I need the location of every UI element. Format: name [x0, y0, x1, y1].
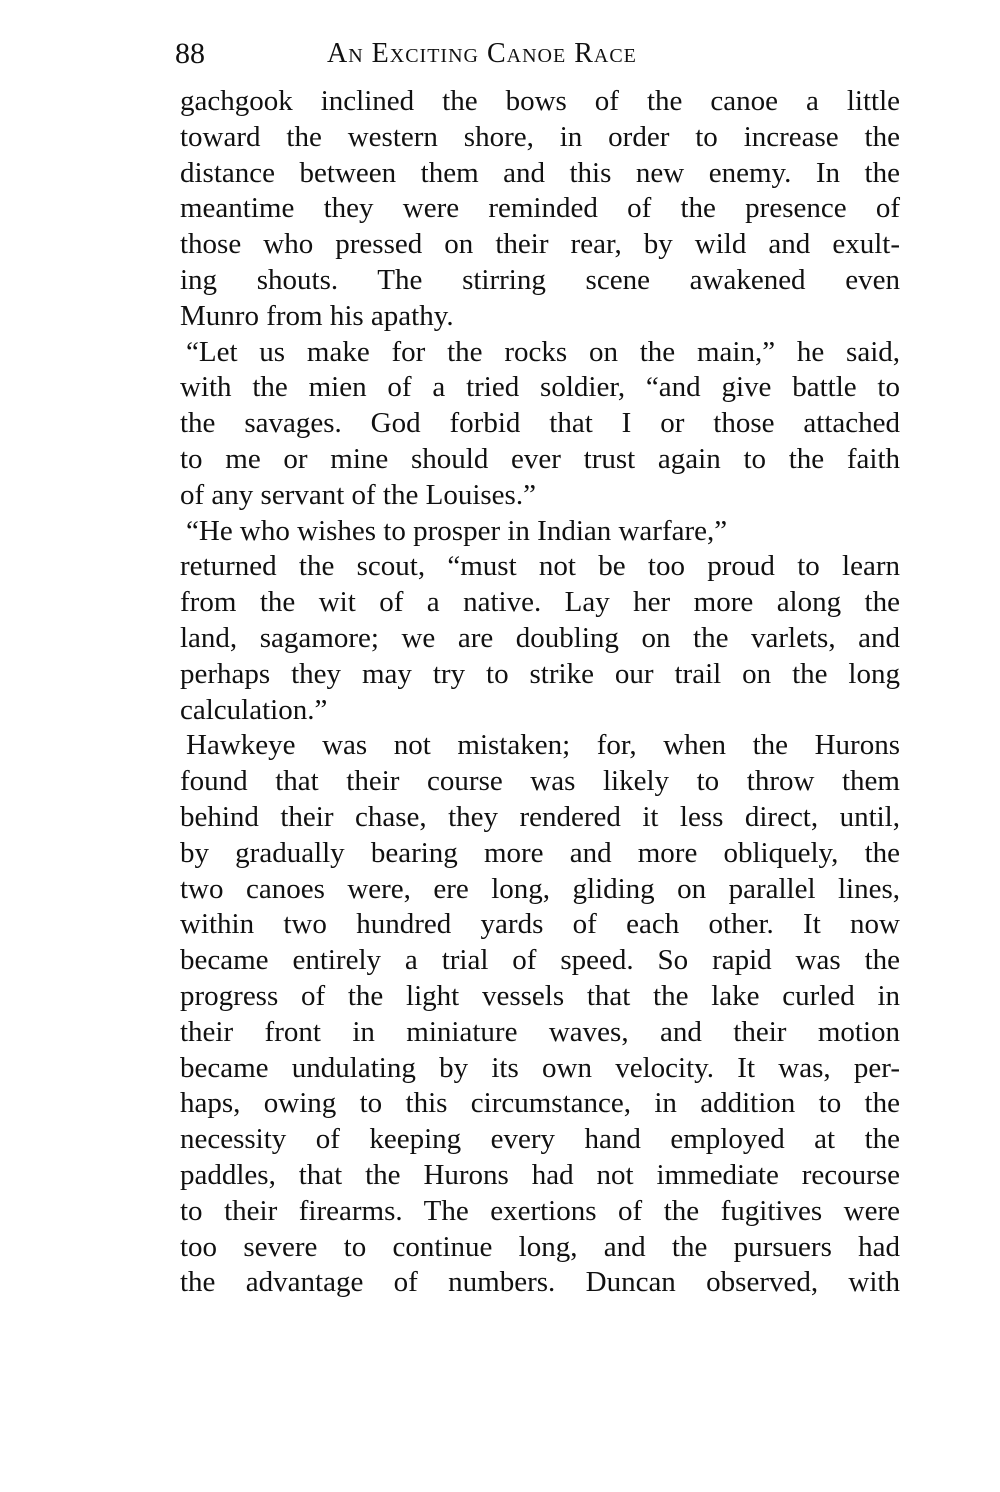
text-line: the advantage of numbers. Duncan observed, with [180, 1266, 900, 1299]
text-line: behind their chase, they rendered it less direct, until, [180, 800, 900, 833]
text-line: two canoes were, ere long, gliding on parallel lines, [180, 872, 900, 905]
text-line: within two hundred yards of each other. It now [180, 908, 900, 941]
text-line: Munro from his apathy. [180, 299, 454, 332]
text-line: meantime they were reminded of the presence of [180, 192, 900, 225]
page-header [175, 34, 735, 74]
text-line: “Let us make for the rocks on the main,” he said, [186, 335, 900, 368]
text-line: Hawkeye was not mistaken; for, when the Hurons [186, 729, 900, 762]
text-line: returned the scout, “must not be too proud to learn [180, 550, 900, 583]
text-line: haps, owing to this circumstance, in addition to the [180, 1087, 900, 1120]
text-line: their front in miniature waves, and their motion [180, 1015, 900, 1048]
text-line: land, sagamore; we are doubling on the varlets, and [180, 621, 900, 654]
text-line: calculation.” [180, 693, 328, 726]
page-number: 88 [175, 37, 205, 70]
text-line: became entirely a trial of speed. So rapid was the [180, 944, 900, 977]
text-line: those who pressed on their rear, by wild and exult- [180, 228, 900, 261]
text-line: by gradually bearing more and more obliquely, the [180, 836, 900, 869]
text-line: “He who wishes to prosper in Indian warfare,” [186, 514, 728, 547]
text-line: necessity of keeping every hand employed at the [180, 1123, 900, 1156]
text-line: found that their course was likely to throw them [180, 765, 900, 798]
text-line: too severe to continue long, and the pursuers had [180, 1230, 900, 1263]
text-line: became undulating by its own velocity. It was, per- [180, 1051, 900, 1084]
text-line: to me or mine should ever trust again to the faith [180, 442, 900, 475]
text-line: toward the western shore, in order to increase the [180, 120, 900, 153]
text-line: the savages. God forbid that I or those attached [180, 407, 900, 440]
text-line: progress of the light vessels that the lake curled in [180, 979, 900, 1012]
text-line: perhaps they may try to strike our trail on the long [180, 657, 900, 690]
text-line: distance between them and this new enemy. In the [180, 156, 900, 189]
text-line: from the wit of a native. Lay her more along the [180, 586, 900, 619]
text-line: of any servant of the Louises.” [180, 478, 536, 511]
text-line: paddles, that the Hurons had not immediate recourse [180, 1158, 900, 1191]
body-text [180, 84, 900, 1301]
running-head: An Exciting Canoe Race [327, 38, 637, 69]
text-line: gachgook inclined the bows of the canoe a little [180, 85, 900, 117]
text-line: to their firearms. The exertions of the fugitives were [180, 1194, 900, 1227]
text-line: with the mien of a tried soldier, “and give battle to [180, 371, 900, 404]
text-line: ing shouts. The stirring scene awakened even [180, 263, 900, 296]
